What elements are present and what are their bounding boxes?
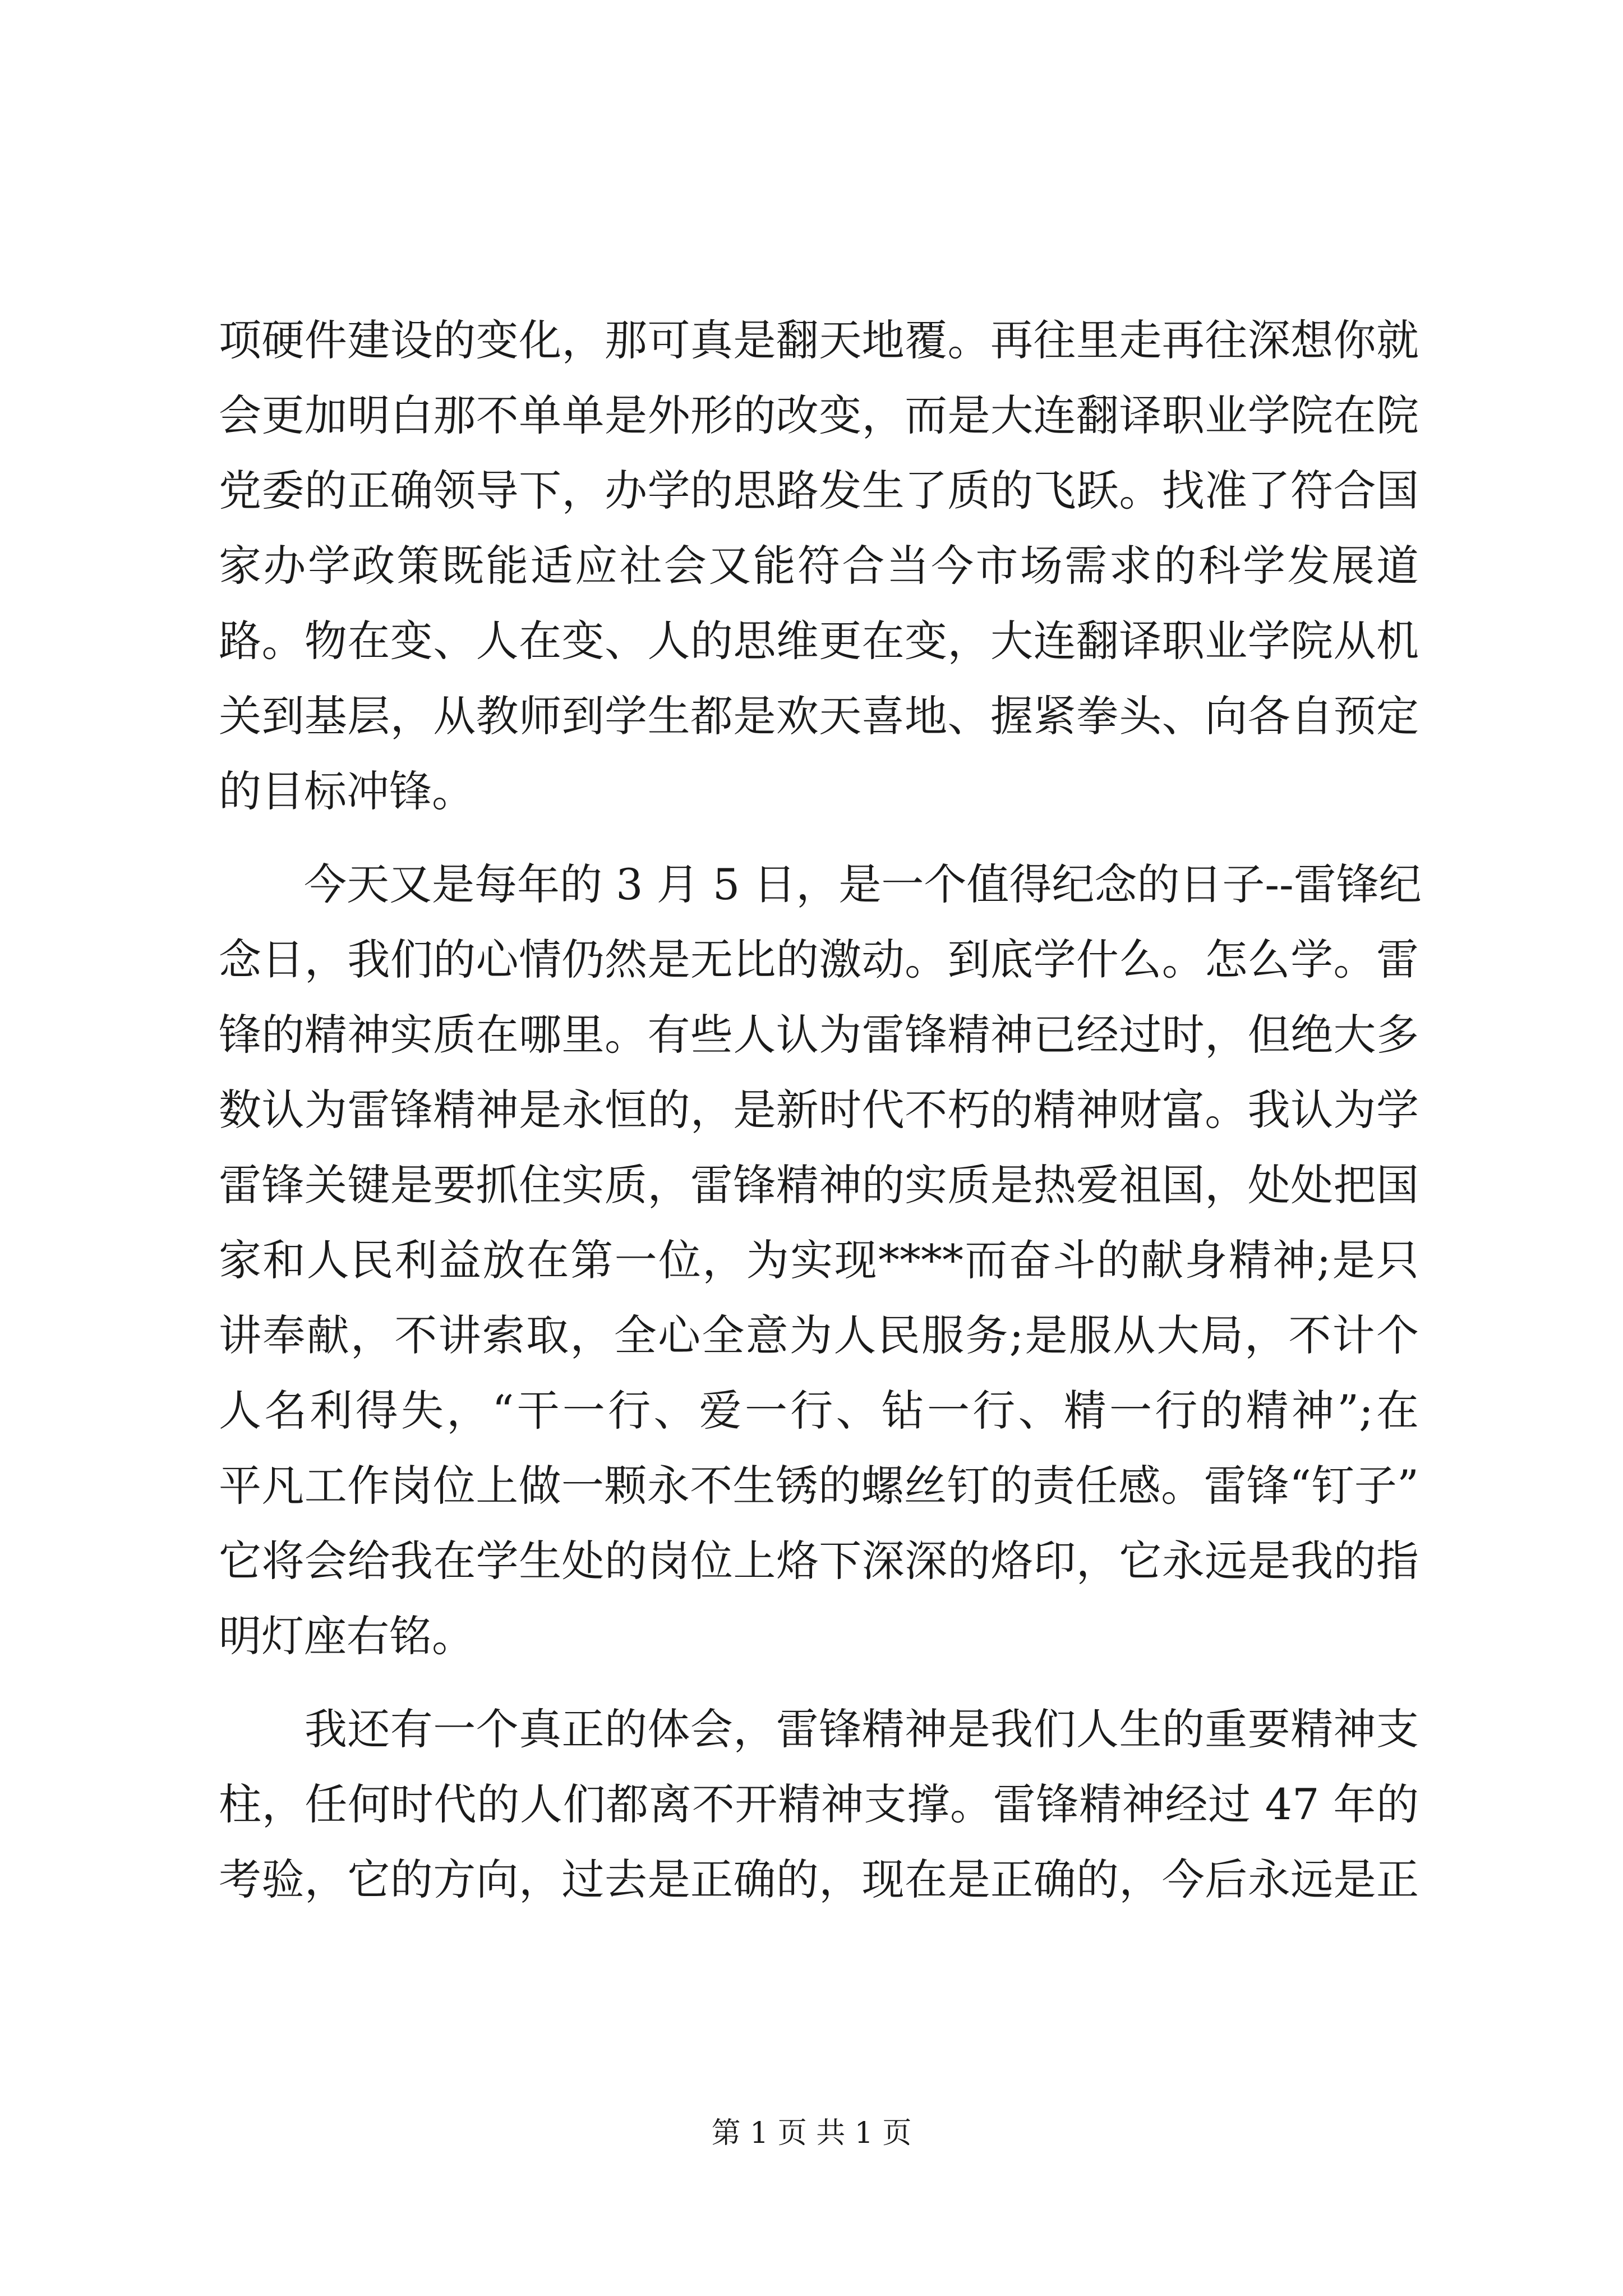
text-line: 雷锋关键是要抓住实质，雷锋精神的实质是热爱祖国，处处把国 <box>219 1160 1419 1210</box>
text-line: 数认为雷锋精神是永恒的，是新时代不朽的精神财富。我认为学 <box>219 1085 1419 1135</box>
text-line: 党委的正确领导下，办学的思路发生了质的飞跃。找准了符合国 <box>219 466 1419 516</box>
text-line: 它将会给我在学生处的岗位上烙下深深的烙印，它永远是我的指 <box>219 1536 1419 1586</box>
text-line: 锋的精神实质在哪里。有些人认为雷锋精神已经过时，但绝大多 <box>219 1010 1419 1060</box>
paragraph <box>219 303 1419 829</box>
text-line: 会更加明白那不单单是外形的改变，而是大连翻译职业学院在院 <box>219 390 1419 440</box>
text-line: 考验，它的方向，过去是正确的，现在是正确的，今后永远是正 <box>219 1855 1419 1904</box>
document-body <box>219 303 1422 1917</box>
text-line: 今天又是每年的 3 月 5 日，是一个值得纪念的日子--雷锋纪 <box>219 859 1422 909</box>
paragraph-spacing <box>219 829 1419 847</box>
text-line: 念日，我们的心情仍然是无比的激动。到底学什么。怎么学。雷 <box>219 935 1419 984</box>
paragraph <box>219 1692 1419 1917</box>
page-footer: 第 1 页 共 1 页 <box>711 2116 912 2150</box>
text-line: 平凡工作岗位上做一颗永不生锈的螺丝钉的责任感。雷锋“钉子” <box>219 1461 1419 1511</box>
text-line: 路。物在变、人在变、人的思维更在变，大连翻译职业学院从机 <box>219 616 1419 666</box>
paragraph-spacing <box>219 1674 1419 1692</box>
text-line: 项硬件建设的变化，那可真是翻天地覆。再往里走再往深想你就 <box>219 315 1419 365</box>
text-line: 关到基层，从教师到学生都是欢天喜地、握紧拳头、向各自预定 <box>219 691 1419 741</box>
text-line: 家办学政策既能适应社会又能符合当今市场需求的科学发展道 <box>219 541 1419 591</box>
text-line: 家和人民利益放在第一位，为实现****而奋斗的献身精神;是只 <box>219 1235 1419 1285</box>
text-line: 的目标冲锋。 <box>219 766 474 816</box>
paragraph <box>219 847 1422 1674</box>
text-line: 明灯座右铭。 <box>219 1611 474 1661</box>
text-line: 我还有一个真正的体会，雷锋精神是我们人生的重要精神支 <box>219 1704 1419 1754</box>
text-line: 柱，任何时代的人们都离不开精神支撑。雷锋精神经过 47 年的 <box>219 1779 1419 1829</box>
text-line: 讲奉献，不讲索取，全心全意为人民服务;是服从大局，不计个 <box>219 1310 1419 1360</box>
text-line: 人名利得失，“干一行、爱一行、钻一行、精一行的精神”;在 <box>219 1386 1419 1435</box>
